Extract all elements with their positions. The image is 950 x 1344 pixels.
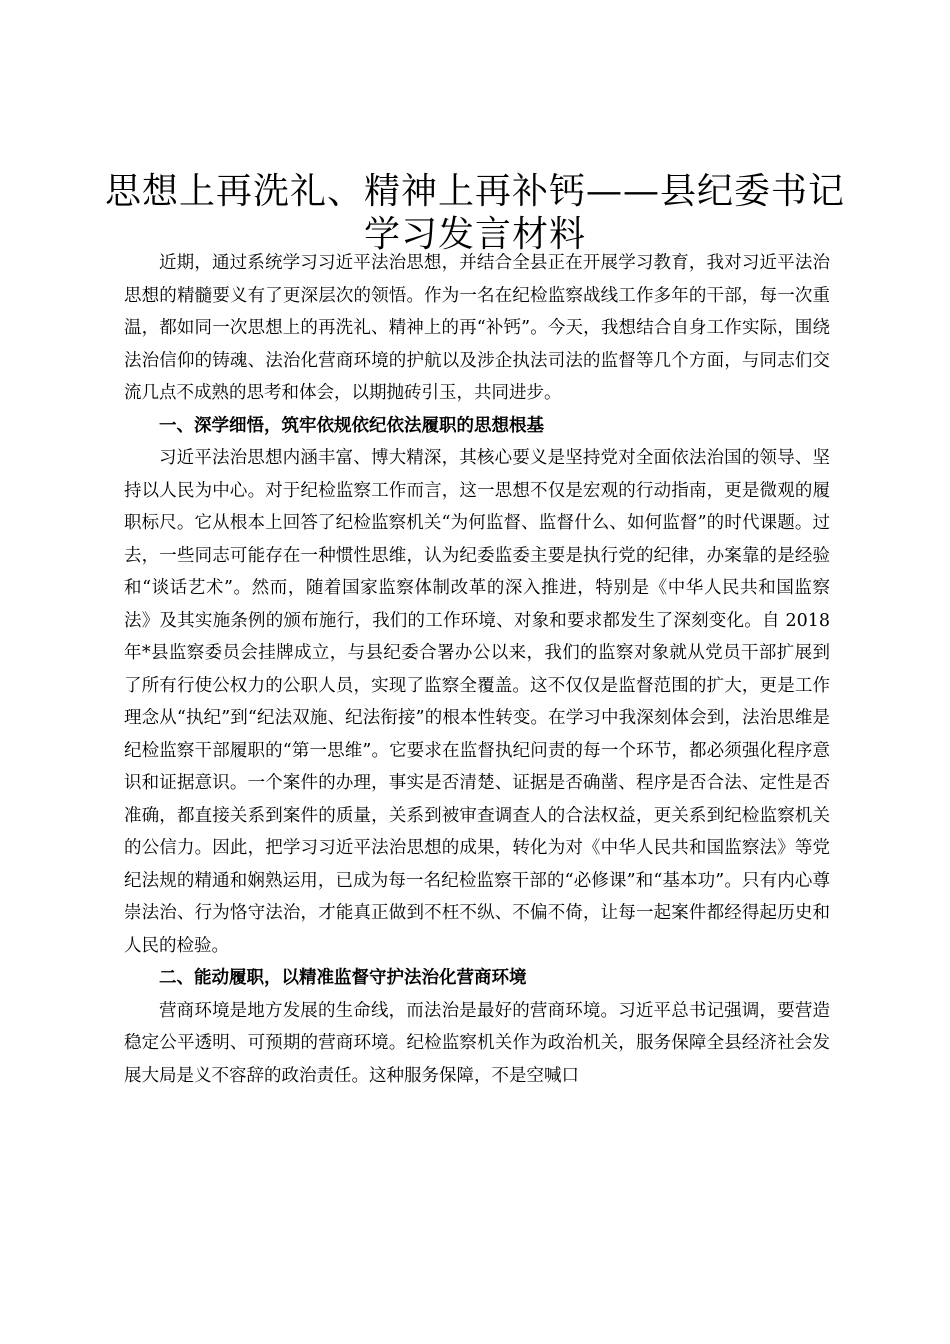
- intro-paragraph: 近期，通过系统学习习近平法治思想，并结合全县正在开展学习教育，我对习近平法治思想的精髓要义有了更深层次的领悟。作为一名在纪检监察战线工作多年的干部，每一次重温，都如同一次思想上的再洗礼、精神上的再“补钙”。今天，我想结合自身工作实际，围绕法治信仰的铸魂、法治化营商环境的护航以及涉企执法司法的监督等几个方面，与同志们交流几点不成熟的思考和体会，以期抛砖引玉，共同进步。: [124, 253, 830, 403]
- document-title-line-1: 思想上再洗礼、精神上再补钙——县纪委书记: [104, 171, 845, 212]
- section-1-paragraph: 习近平法治思想内涵丰富、博大精深，其核心要义是坚持党对全面依法治国的领导、坚持以人民为中心。对于纪检监察工作而言，这一思想不仅是宏观的行动指南，更是微观的履职标尺。它从根本上回答了纪检监察机关“为何监督、监督什么、如何监督”的时代课题。过去，一些同志可能存在一种惯性思维，认为纪委监委主要是执行党的纪律，办案靠的是经验和“谈话艺术”。然而，随着国家监察体制改革的深入推进，特别是《中华人民共和国监察法》及其实施条例的颁布施行，我们的工作环境、对象和要求都发生了深刻变化。自 2018 年*县监察委员会挂牌成立，与县纪委合署办公以来，我们的监察对象就从党员干部扩展到了所有行使公权力的公职人员，实现了监察全覆盖。这不仅仅是监督范围的扩大，更是工作理念从“执纪”到“纪法双施、纪法衔接”的根本性转变。在学习中我深刻体会到，法治思维是纪检监察干部履职的“第一思维”。它要求在监督执纪问责的每一个环节，都必须强化程序意识和证据意识。一个案件的办理，事实是否清楚、证据是否确凿、程序是否合法、定性是否准确，都直接关系到案件的质量，关系到被审查调查人的合法权益，更关系到纪检监察机关的公信力。因此，把学习习近平法治思想的成果，转化为对《中华人民共和国监察法》等党纪法规的精通和娴熟运用，已成为每一名纪检监察干部的“必修课”和“基本功”。只有内心尊崇法治、行为恪守法治，才能真正做到不枉不纵、不偏不倚，让每一起案件都经得起历史和人民的检验。: [124, 448, 830, 956]
- section-2-paragraph: 营商环境是地方发展的生命线，而法治是最好的营商环境。习近平总书记强调，要营造稳定公平透明、可预期的营商环境。纪检监察机关作为政治机关，服务保障全县经济社会发展大局是义不容辞的政治责任。这种服务保障，不是空喊口: [124, 1000, 830, 1086]
- document-title-line-2: 学习发言材料: [363, 214, 586, 255]
- section-2-heading: 二、能动履职，以精准监督守护法治化营商环境: [159, 968, 527, 988]
- section-1-heading: 一、深学细悟，筑牢依规依纪依法履职的思想根基: [159, 415, 544, 436]
- document-body: [124, 247, 830, 1092]
